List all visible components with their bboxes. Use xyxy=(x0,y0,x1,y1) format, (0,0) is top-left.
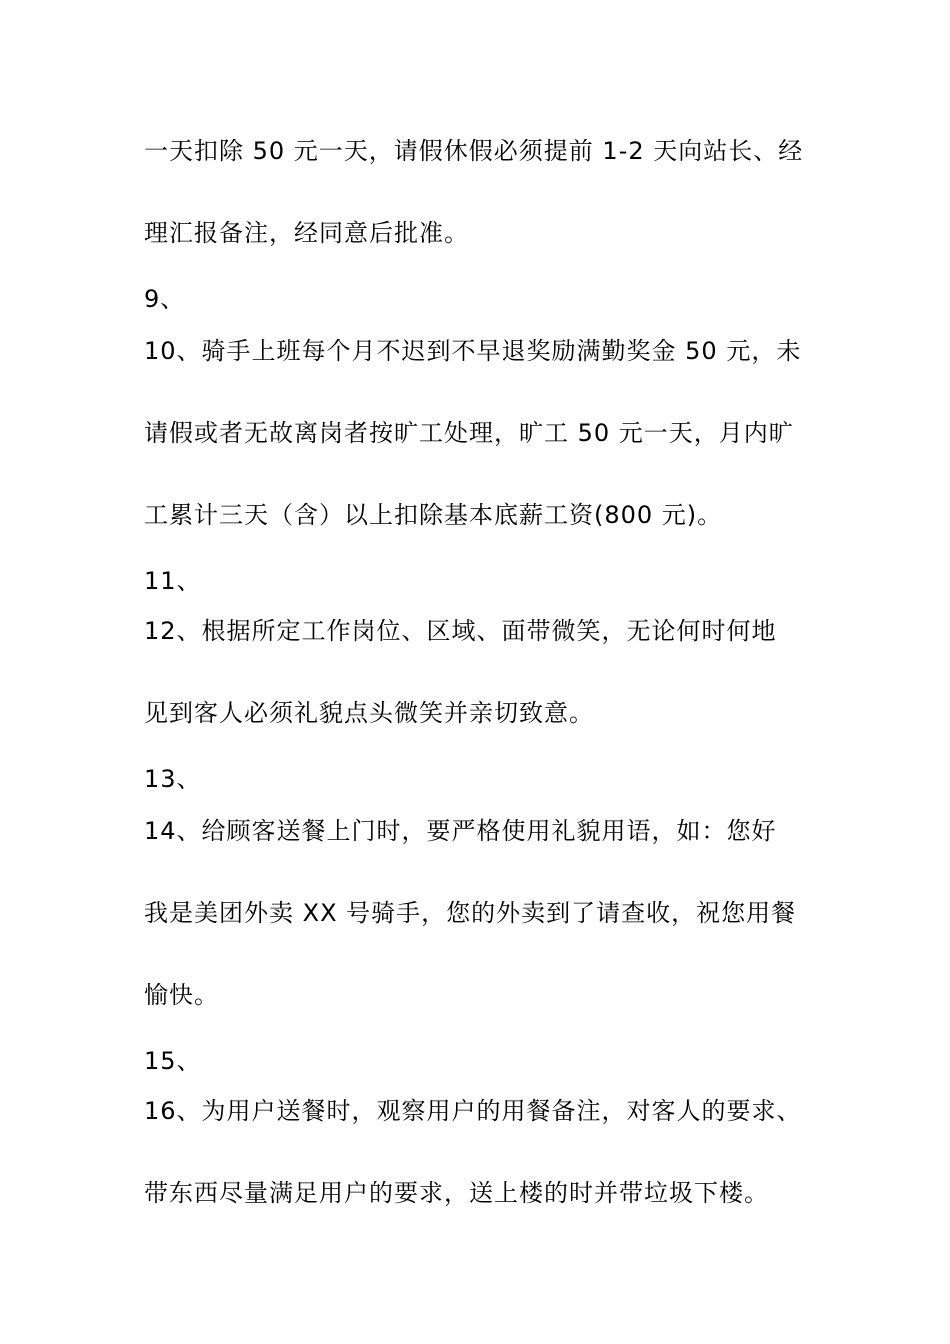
list-number: 13、 xyxy=(144,765,202,793)
text-line: 工累计三天（含）以上扣除基本底薪工资(800 元)。 xyxy=(144,501,723,529)
text-line: 10、骑手上班每个月不迟到不早退奖励满勤奖金 50 元，未 xyxy=(144,337,802,365)
text-line: 见到客人必须礼貌点头微笑并亲切致意。 xyxy=(144,699,594,727)
text-line: 我是美团外卖 XX 号骑手，您的外卖到了请查收，祝您用餐 xyxy=(144,899,797,927)
text-line: 请假或者无故离岗者按旷工处理，旷工 50 元一天，月内旷 xyxy=(144,419,794,447)
text-line: 12、根据所定工作岗位、区域、面带微笑，无论何时何地 xyxy=(144,617,777,645)
list-number: 15、 xyxy=(144,1047,202,1075)
text-line: 带东西尽量满足用户的要求，送上楼的时并带垃圾下楼。 xyxy=(144,1179,769,1207)
list-number: 9、 xyxy=(144,285,186,313)
text-line: 14、给顾客送餐上门时，要严格使用礼貌用语，如：您好 xyxy=(144,817,777,845)
text-line: 一天扣除 50 元一天，请假休假必须提前 1-2 天向站长、经 xyxy=(144,137,804,165)
text-line: 16、为用户送餐时，观察用户的用餐备注，对客人的要求、 xyxy=(144,1097,802,1125)
list-number: 11、 xyxy=(144,567,202,595)
text-line: 理汇报备注，经同意后批准。 xyxy=(144,219,469,247)
text-line: 愉快。 xyxy=(144,981,219,1009)
